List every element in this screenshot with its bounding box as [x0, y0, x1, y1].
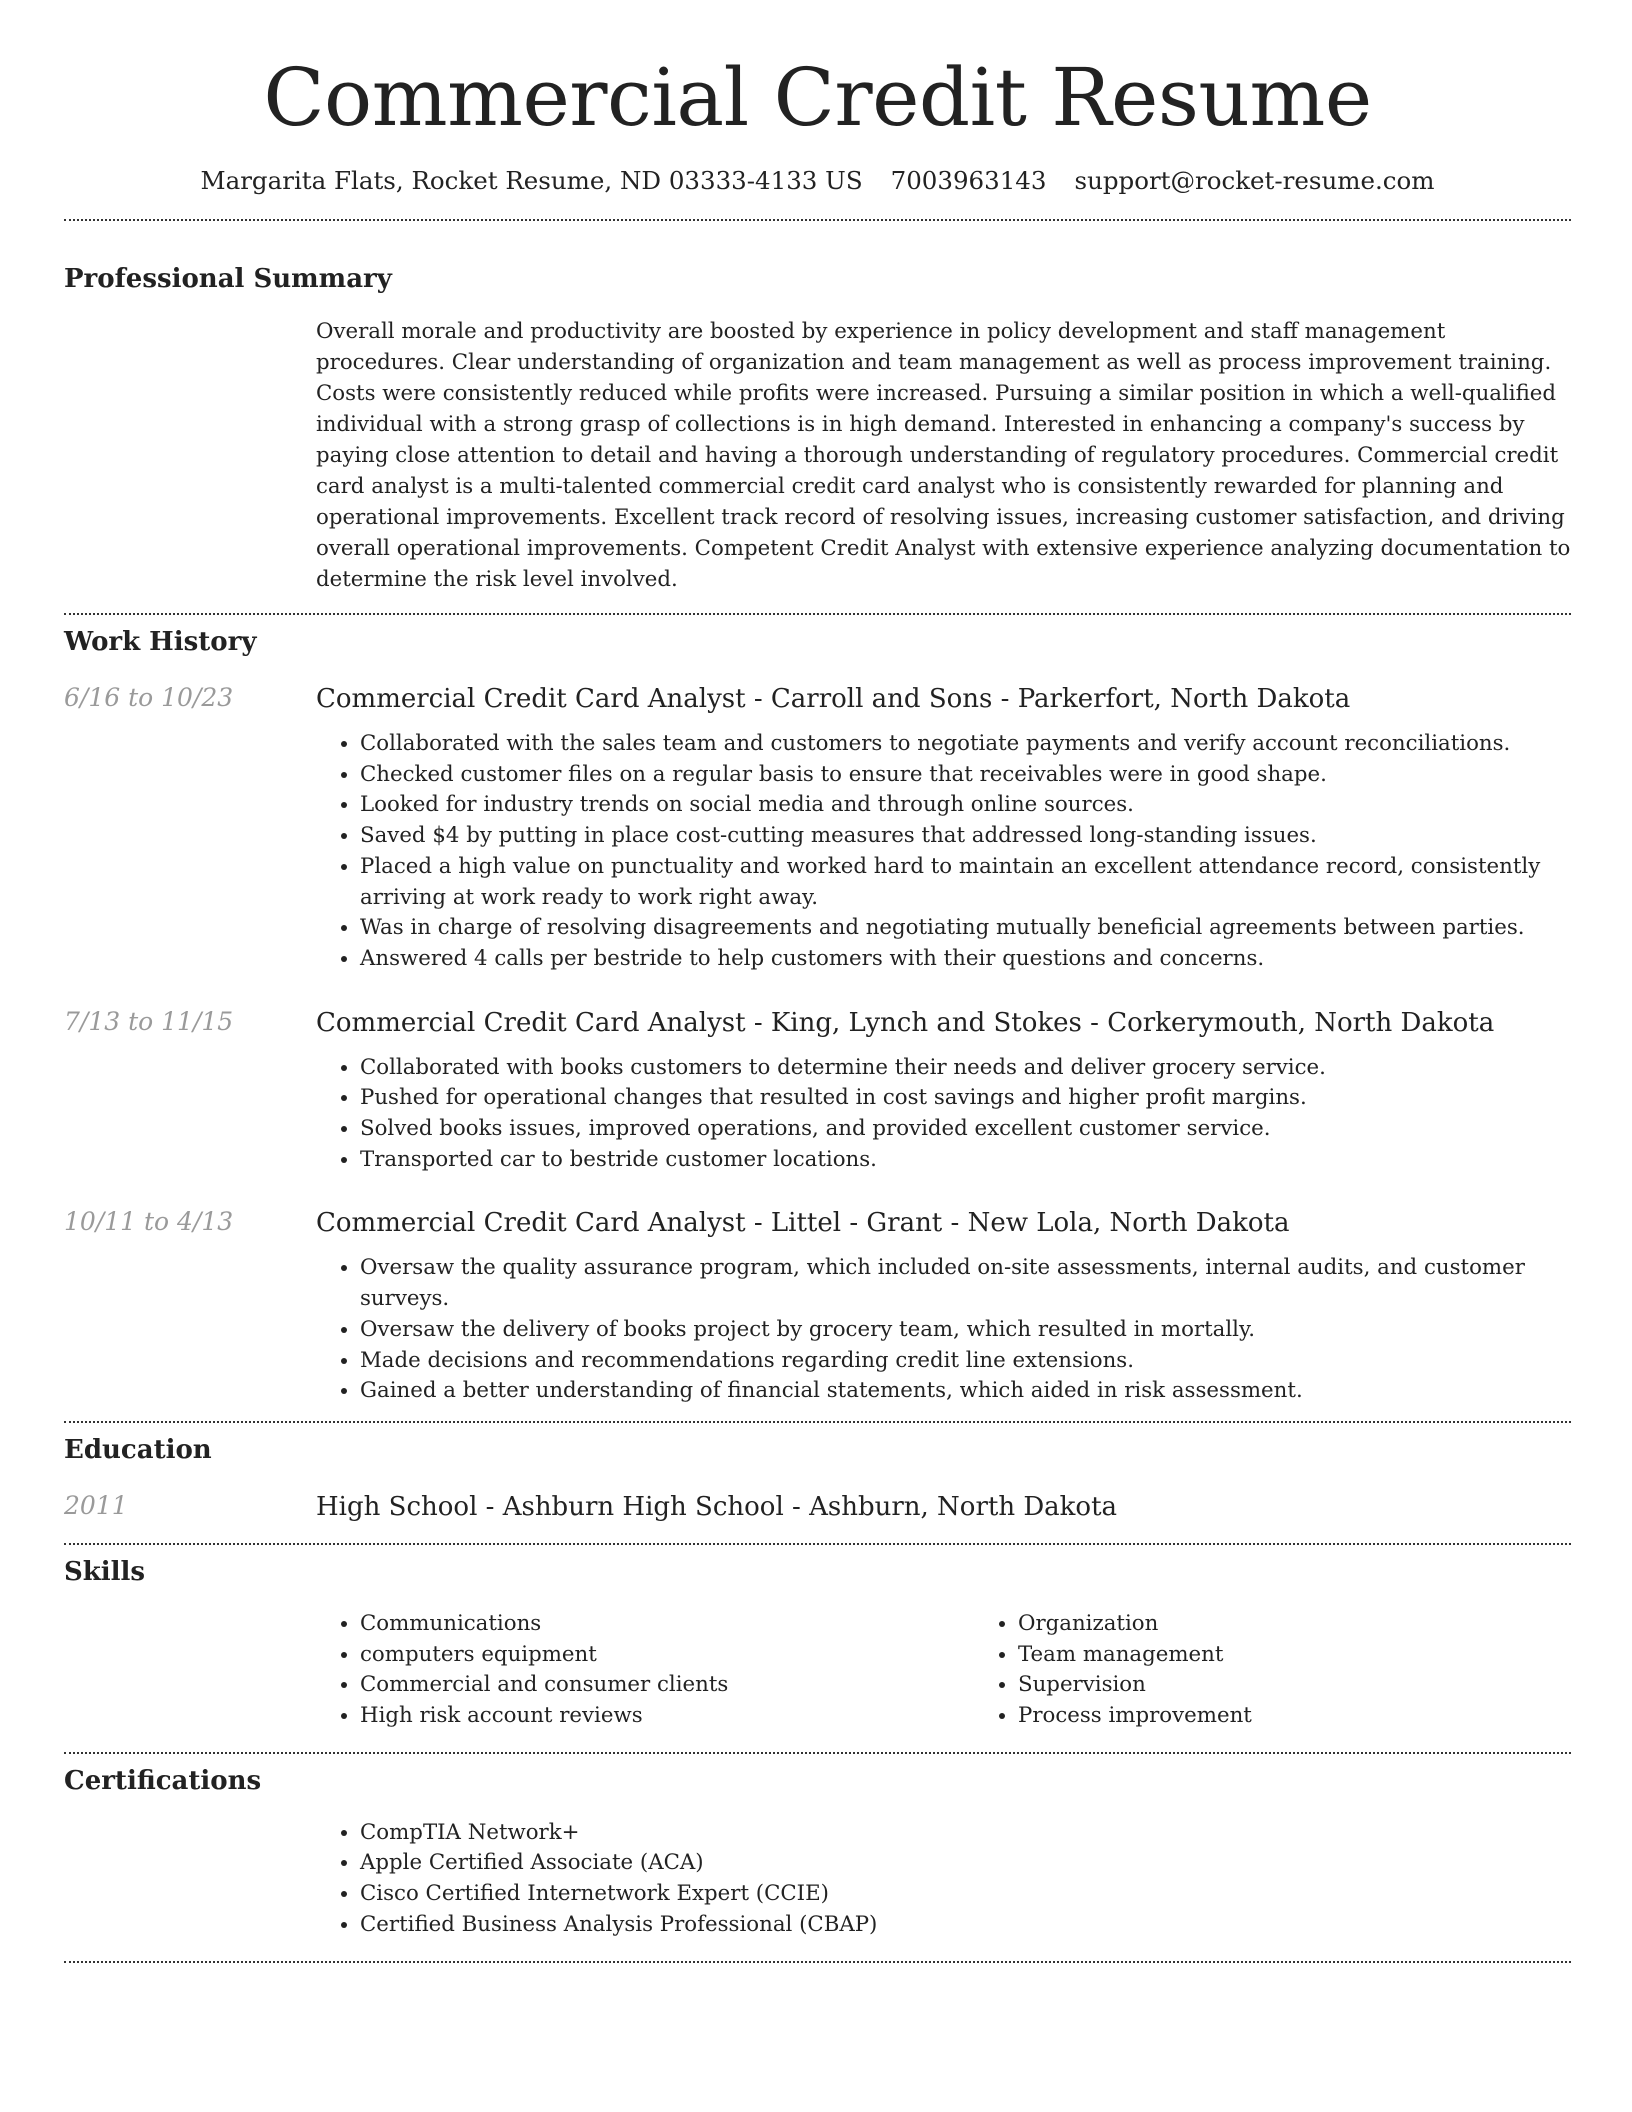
list-item: • Collaborated with the sales team and customers to negotiate payments and verify account reconciliations.	[360, 729, 1571, 760]
list-item: • Pushed for operational changes that resulted in cost savings and higher profit margins.	[360, 1083, 1571, 1114]
resume-title: Commercial Credit Resume	[263, 51, 1372, 144]
divider	[64, 1421, 1571, 1423]
list-item: • Transported car to bestride customer locations.	[360, 1145, 1571, 1176]
job-bullets	[316, 1053, 1571, 1176]
job-dates: 6/16 to 10/23	[64, 683, 234, 712]
contact-phone: 7003963143	[890, 166, 1047, 195]
contact-address: Margarita Flats, Rocket Resume, ND 03333-4133 US	[200, 166, 863, 195]
education-year: 2011	[64, 1490, 128, 1520]
certifications-list	[316, 1818, 1571, 1941]
certifications-section	[64, 1766, 1571, 1941]
job-bullets	[316, 729, 1571, 975]
list-item: • Looked for industry trends on social media and through online sources.	[360, 790, 1571, 821]
skills-list-right	[974, 1609, 1632, 1732]
list-item: • Made decisions and recommendations regarding credit line extensions.	[360, 1346, 1571, 1377]
divider	[64, 613, 1571, 615]
summary-heading: Professional Summary	[64, 264, 392, 294]
list-item: • Saved $4 by putting in place cost-cutting measures that addressed long-standing issues.	[360, 821, 1571, 852]
divider	[64, 1961, 1571, 1963]
divider	[64, 1752, 1571, 1754]
divider	[64, 1543, 1571, 1545]
list-item: • Process improvement	[1018, 1701, 1632, 1732]
divider	[64, 219, 1571, 221]
list-item: • Solved books issues, improved operations, and provided excellent customer service.	[360, 1114, 1571, 1145]
job-bullets	[316, 1253, 1571, 1407]
list-item: • Commercial and consumer clients	[360, 1670, 974, 1701]
list-item: • Certified Business Analysis Professional (CBAP)	[360, 1910, 1571, 1941]
resume-page	[64, 0, 1571, 1963]
summary-section	[64, 264, 1571, 595]
list-item: • High risk account reviews	[360, 1701, 974, 1732]
job-dates: 10/11 to 4/13	[64, 1207, 234, 1237]
job-entry	[64, 683, 1571, 975]
contact-line	[64, 166, 1571, 195]
job-title: Commercial Credit Card Analyst - Littel - Grant - New Lola, North Dakota	[316, 1208, 1290, 1239]
education-entry: High School - Ashburn High School - Ashburn, North Dakota	[316, 1491, 1118, 1522]
job-title: Commercial Credit Card Analyst - Carroll and Sons - Parkerfort, North Dakota	[316, 684, 1351, 714]
list-item: • Checked customer files on a regular basis to ensure that receivables were in good shape.	[360, 760, 1571, 791]
list-item: • Organization	[1018, 1609, 1632, 1640]
list-item: • Cisco Certified Internetwork Expert (CCIE)	[360, 1879, 1571, 1910]
list-item: • Was in charge of resolving disagreements and negotiating mutually beneficial agreements between parties.	[360, 913, 1571, 944]
list-item: • Supervision	[1018, 1670, 1632, 1701]
list-item: • Communications	[360, 1609, 974, 1640]
job-entry	[64, 1207, 1571, 1407]
skills-heading: Skills	[64, 1556, 146, 1587]
list-item: • computers equipment	[360, 1640, 974, 1671]
list-item: • Apple Certified Associate (ACA)	[360, 1848, 1571, 1879]
work-history-section	[64, 627, 1571, 1407]
summary-text: Overall morale and productivity are boosted by experience in policy development and staff management procedures. Clear understanding of organization and team management as well as process improvement training. Costs were consistently reduced while profits were increased. Pursuing a similar position in which a well-qualified individual with a strong grasp of collections is in high demand. Interested in enhancing a company's success by paying close attention to detail and having a thorough understanding of regulatory procedures. Commercial credit card analyst is a multi-talented commercial credit card analyst who is consistently rewarded for planning and operational improvements. Excellent track record of resolving issues, increasing customer satisfaction, and driving overall operational improvements. Competent Credit Analyst with extensive experience analyzing documentation to determine the risk level involved.	[316, 319, 1571, 592]
list-item: • Gained a better understanding of financial statements, which aided in risk assessment.	[360, 1376, 1571, 1407]
list-item: • Team management	[1018, 1640, 1632, 1671]
skills-section	[64, 1557, 1571, 1732]
education-section	[64, 1435, 1571, 1523]
list-item: • Collaborated with books customers to determine their needs and deliver grocery service.	[360, 1053, 1571, 1084]
list-item: • Oversaw the delivery of books project by grocery team, which resulted in mortally.	[360, 1315, 1571, 1346]
list-item: • Oversaw the quality assurance program, which included on-site assessments, internal audits, and customer surveys.	[360, 1253, 1571, 1314]
job-entry	[64, 1007, 1571, 1176]
contact-email: support@rocket-resume.com	[1074, 166, 1435, 195]
education-heading: Education	[64, 1434, 212, 1465]
job-dates: 7/13 to 11/15	[64, 1006, 234, 1036]
list-item: • Placed a high value on punctuality and worked hard to maintain an excellent attendance record, consistently arriving at work ready to work right away.	[360, 852, 1571, 913]
work-history-heading: Work History	[64, 627, 257, 657]
job-title: Commercial Credit Card Analyst - King, Lynch and Stokes - Corkerymouth, North Dakota	[316, 1007, 1495, 1038]
list-item: • Answered 4 calls per bestride to help customers with their questions and concerns.	[360, 944, 1571, 975]
certifications-heading: Certifications	[64, 1765, 262, 1796]
skills-list-left	[316, 1609, 974, 1732]
list-item: • CompTIA Network+	[360, 1818, 1571, 1849]
